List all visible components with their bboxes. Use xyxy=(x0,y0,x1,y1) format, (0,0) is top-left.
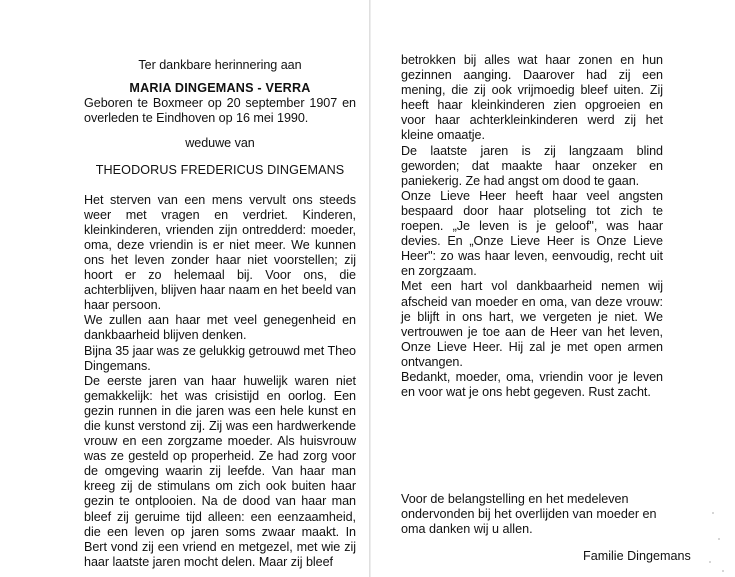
body-paragraph: betrokken bij alles wat haar zonen en hun gezinnen aanging. Daarover had zij een mening, die zij ook vrijmoedig bleef uiten. Zij heeft haar kleinkinderen zien opgroeien en voor haar achterkleinkinderen werd zij het kleine omaatje. xyxy=(401,53,663,143)
paper-speck xyxy=(722,570,724,572)
body-paragraph: Met een hart vol dankbaarheid nemen wij afscheid van moeder en oma, van deze vrouw: je blijft in ons hart, we vergeten je niet. We vertrouwen je toe aan de Heer van het leven, Onze Lieve Heer. Hij zal je met open armen ontvangen. xyxy=(401,279,663,369)
body-paragraph: We zullen aan haar met veel genegenheid en dankbaarheid blijven denken. xyxy=(84,313,356,343)
body-paragraph: De laatste jaren is zij langzaam blind geworden; dat maakte haar onzeker en paniekerig. Ze had angst om dood te gaan. xyxy=(401,143,663,188)
dedication-line: Ter dankbare herinnering aan xyxy=(138,58,302,72)
card-fold-line xyxy=(369,0,371,577)
family-signature: Familie Dingemans xyxy=(583,549,691,563)
body-paragraph: Bijna 35 jaar was ze gelukkig getrouwd met Theo Dingemans. xyxy=(84,343,356,373)
body-paragraph: Bedankt, moeder, oma, vriendin voor je leven en voor wat je ons hebt gegeven. Rust zacht. xyxy=(401,369,663,400)
paper-speck xyxy=(718,538,720,540)
body-paragraph: Het sterven van een mens vervult ons steeds weer met vragen en verdriet. Kinderen, kleinkinderen, vrienden zijn ontredderd: moeder, oma, deze vriendin is er niet meer. We kunnen ons het leven zonder haar niet voorstellen; zij hoort er zo helemaal bij. Voor ons, die achterblijven, blijven haar naam en het beeld van haar persoon. xyxy=(84,192,356,313)
left-column xyxy=(84,58,356,570)
thanks-text: Voor de belangstelling en het medeleven ondervonden bij het overlijden van moeder en oma danken wij u allen. xyxy=(401,492,657,537)
paper-speck xyxy=(712,512,714,514)
paper-speck xyxy=(709,561,711,563)
body-paragraph: Onze Lieve Heer heeft haar veel angsten bespaard door haar plotseling tot zich te roepen. „Je leven is je geloof", was haar devies. En „Onze Lieve Heer is Onze Lieve Heer": zo was haar leven, eenvoudig, recht uit en zorgzaam. xyxy=(401,188,663,279)
body-paragraph: De eerste jaren van haar huwelijk waren niet gemakkelijk: het was crisistijd en oorlog. Een gezin runnen in die jaren was een hele kunst en die kunst verstond zij. Zij was een hardwerkende vrouw en een zorgzame moeder. Als huisvrouw was ze gesteld op properheid. Ze had zorg voor de omgeving waarin zij leefde. Van haar man kreeg zij de stimulans om zich ook buiten haar gezin te ontplooien. Na de dood van haar man bleef zij geruime tijd alleen: een eenzaamheid, die een leven op jaren soms zwaar maakt. In Bert vond zij een vriend en metgezel, met wie zij haar laatste jaren mocht delen. Maar zij bleef xyxy=(84,373,356,569)
deceased-name: MARIA DINGEMANS - VERRA xyxy=(129,81,311,96)
right-column xyxy=(401,53,663,400)
widow-of-line: weduwe van xyxy=(185,136,255,151)
birth-death-text: Geboren te Boxmeer op 20 september 1907 en overleden te Eindhoven op 16 mei 1990. xyxy=(84,96,356,126)
husband-name: THEODORUS FREDERICUS DINGEMANS xyxy=(95,163,345,178)
